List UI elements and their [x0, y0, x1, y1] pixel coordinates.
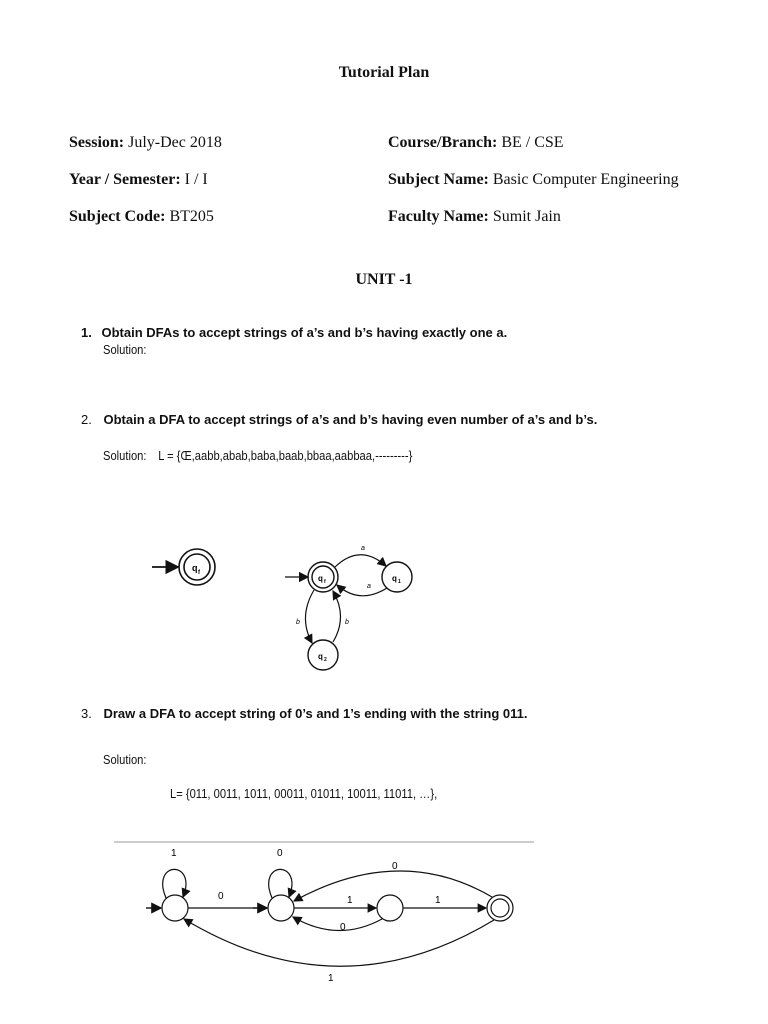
subject-name-field	[388, 171, 679, 189]
edge-label: 1	[171, 848, 177, 859]
state-subscript: 2	[324, 657, 327, 663]
course-value: BE / CSE	[501, 134, 564, 151]
edge-label: 0	[340, 922, 346, 933]
session-field	[69, 134, 222, 152]
state-s0	[162, 895, 188, 921]
state-label: q	[318, 574, 323, 583]
edge-label: b	[345, 619, 349, 626]
self-loop-s0	[163, 869, 186, 898]
transition-edge	[293, 917, 382, 931]
state-label: q	[318, 652, 323, 661]
state-q1	[382, 562, 412, 592]
year-field	[69, 171, 208, 189]
faculty-field	[388, 208, 561, 226]
self-loop-s1	[269, 869, 292, 898]
subject-name-value: Basic Computer Engineering	[492, 171, 679, 188]
state-subscript: 1	[398, 579, 401, 585]
question-number: 1.	[81, 325, 92, 340]
state-label: q	[192, 563, 198, 573]
state-s2	[377, 895, 403, 921]
solution-line	[103, 448, 412, 463]
edge-label: 1	[347, 895, 353, 906]
transition-edge	[294, 871, 492, 901]
question-number: 3.	[81, 706, 92, 721]
session-label: Session:	[69, 134, 125, 151]
session-value: July-Dec 2018	[128, 134, 222, 151]
faculty-label: Faculty Name:	[388, 208, 489, 225]
edge-label: 0	[392, 861, 398, 872]
accept-state-qf	[308, 562, 338, 592]
state-s1	[268, 895, 294, 921]
question-1	[81, 325, 507, 340]
subject-name-label: Subject Name:	[388, 171, 489, 188]
edge-label: 1	[435, 895, 441, 906]
subject-code-value: BT205	[169, 208, 214, 225]
solution-label: Solution:	[103, 752, 147, 767]
year-label: Year / Semester:	[69, 171, 181, 188]
transition-edge	[337, 585, 387, 596]
question-2	[81, 412, 597, 427]
question-3	[81, 706, 528, 721]
state-label: q	[392, 574, 397, 583]
subject-code-label: Subject Code:	[69, 208, 166, 225]
solution-label: Solution:	[103, 448, 147, 463]
state-q2	[308, 640, 338, 670]
edge-label: a	[361, 545, 365, 552]
course-field	[388, 134, 564, 152]
edge-label: b	[296, 619, 300, 626]
solution-label: Solution:	[103, 342, 147, 357]
state-subscript: f	[198, 570, 200, 576]
page-title: Tutorial Plan	[338, 64, 430, 81]
accept-state-qf	[179, 549, 215, 585]
faculty-value: Sumit Jain	[492, 208, 561, 225]
transition-edge	[335, 555, 386, 567]
question-text: Draw a DFA to accept string of 0’s and 1’s ending with the string 011.	[103, 706, 528, 721]
accept-state-s3	[487, 895, 513, 921]
dfa-diagram-q3	[110, 835, 540, 985]
subject-code-field	[69, 208, 214, 226]
transition-edge	[184, 919, 494, 966]
question-number: 2.	[81, 412, 92, 427]
question-text: Obtain DFAs to accept strings of a’s and b’s having exactly one a.	[101, 325, 508, 340]
edge-label: 0	[218, 891, 224, 902]
edge-label: a	[367, 583, 371, 590]
language-set: L= {011, 0011, 1011, 00011, 01011, 10011, 11011, …},	[170, 786, 438, 801]
language-set: L = {Œ,aabb,abab,baba,baab,bbaa,aabbaa,---------}	[158, 448, 413, 463]
unit-heading: UNIT -1	[355, 271, 413, 288]
year-value: I / I	[184, 171, 208, 188]
edge-label: 1	[328, 973, 334, 984]
transition-edge	[333, 591, 341, 642]
transition-edge	[305, 590, 314, 643]
question-text: Obtain a DFA to accept strings of a’s and b’s having even number of a’s and b’s.	[103, 412, 598, 427]
state-subscript: f	[324, 579, 326, 585]
dfa-diagram-q2	[140, 535, 430, 680]
course-label: Course/Branch:	[388, 134, 498, 151]
edge-label: 0	[277, 848, 283, 859]
